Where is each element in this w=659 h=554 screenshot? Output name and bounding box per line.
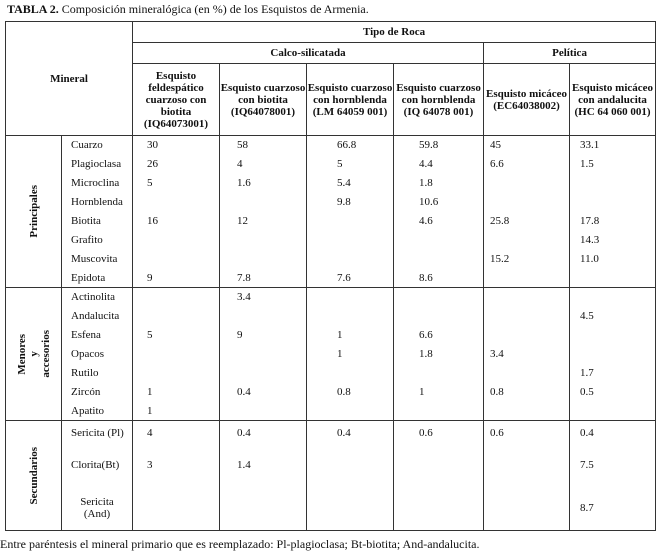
value-cell <box>307 231 394 250</box>
value-cell <box>133 193 220 212</box>
value-cell: 1 <box>307 345 394 364</box>
value-cell: 0.4 <box>220 383 307 402</box>
mineral-name-cell: Rutilo <box>62 364 133 383</box>
value-cell: 16 <box>133 212 220 231</box>
value-cell: 10.6 <box>394 193 484 212</box>
value-cell <box>570 345 656 364</box>
value-cell: 9 <box>133 269 220 288</box>
value-cell: 59.8 <box>394 136 484 155</box>
value-cell <box>570 174 656 193</box>
mineral-name-cell: Andalucita <box>62 307 133 326</box>
value-cell: 1 <box>133 383 220 402</box>
table-row <box>6 364 656 383</box>
value-cell: 5 <box>133 326 220 345</box>
value-cell <box>220 345 307 364</box>
value-cell: 1.8 <box>394 345 484 364</box>
value-cell: 4.5 <box>570 307 656 326</box>
value-cell <box>394 445 484 486</box>
table-row <box>6 421 656 445</box>
table-row <box>6 136 656 155</box>
value-cell: 0.8 <box>484 383 570 402</box>
value-cell: 7.5 <box>570 445 656 486</box>
value-cell <box>307 250 394 269</box>
value-cell <box>484 486 570 531</box>
value-cell <box>307 288 394 307</box>
value-cell: 26 <box>133 155 220 174</box>
value-cell <box>307 212 394 231</box>
value-cell <box>484 307 570 326</box>
value-cell: 3.4 <box>484 345 570 364</box>
value-cell <box>220 193 307 212</box>
sample-header: Esquisto cuarzoso con hornblenda (IQ 64078 001) <box>394 64 484 136</box>
value-cell: 8.7 <box>570 486 656 531</box>
caption-label: TABLA 2. <box>7 2 59 16</box>
value-cell <box>307 486 394 531</box>
header-tipo-de-roca: Tipo de Roca <box>133 22 656 43</box>
value-cell: 11.0 <box>570 250 656 269</box>
value-cell <box>133 486 220 531</box>
value-cell: 6.6 <box>484 155 570 174</box>
mineral-name-cell: Muscovita <box>62 250 133 269</box>
value-cell: 45 <box>484 136 570 155</box>
value-cell <box>307 402 394 421</box>
value-cell: 0.6 <box>394 421 484 445</box>
group-label: Secundarios <box>27 446 40 505</box>
value-cell: 25.8 <box>484 212 570 231</box>
value-cell: 12 <box>220 212 307 231</box>
table-row <box>6 383 656 402</box>
value-cell <box>133 231 220 250</box>
value-cell: 5 <box>307 155 394 174</box>
table-row <box>6 445 656 486</box>
table-row <box>6 345 656 364</box>
value-cell: 0.8 <box>307 383 394 402</box>
value-cell: 6.6 <box>394 326 484 345</box>
value-cell <box>484 269 570 288</box>
value-cell: 9.8 <box>307 193 394 212</box>
value-cell <box>220 364 307 383</box>
value-cell <box>133 250 220 269</box>
table-row <box>6 155 656 174</box>
mineral-name-cell: Epidota <box>62 269 133 288</box>
value-cell: 0.5 <box>570 383 656 402</box>
value-cell <box>133 364 220 383</box>
value-cell: 0.4 <box>307 421 394 445</box>
value-cell <box>394 288 484 307</box>
table-row <box>6 326 656 345</box>
value-cell: 1 <box>133 402 220 421</box>
value-cell: 1.5 <box>570 155 656 174</box>
value-cell <box>394 486 484 531</box>
table-row <box>6 402 656 421</box>
value-cell: 33.1 <box>570 136 656 155</box>
mineral-name-cell: Microclina <box>62 174 133 193</box>
table-row <box>6 288 656 307</box>
table-row <box>6 307 656 326</box>
value-cell <box>307 445 394 486</box>
value-cell <box>570 326 656 345</box>
value-cell: 3 <box>133 445 220 486</box>
table-row <box>6 174 656 193</box>
table-footnote: Entre paréntesis el mineral primario que es reemplazado: Pl-plagioclasa; Bt-biotita; And-andalucita. <box>0 537 480 551</box>
mineral-name-cell: Sericita (Pl) <box>62 421 133 445</box>
table-body <box>6 136 656 531</box>
mineral-name-cell: Opacos <box>62 345 133 364</box>
value-cell <box>484 288 570 307</box>
value-cell: 30 <box>133 136 220 155</box>
table-row <box>6 486 656 531</box>
value-cell: 5.4 <box>307 174 394 193</box>
value-cell <box>133 345 220 364</box>
value-cell <box>220 307 307 326</box>
caption-text: Composición mineralógica (en %) de los Esquistos de Armenia. <box>58 2 369 16</box>
value-cell: 1.6 <box>220 174 307 193</box>
mineral-name-cell: Hornblenda <box>62 193 133 212</box>
mineral-name-cell: Clorita(Bt) <box>62 445 133 486</box>
value-cell <box>307 307 394 326</box>
value-cell <box>484 174 570 193</box>
value-cell: 17.8 <box>570 212 656 231</box>
value-cell: 1 <box>307 326 394 345</box>
header-group-pelitica: Pelítica <box>484 43 656 64</box>
value-cell: 66.8 <box>307 136 394 155</box>
value-cell: 7.8 <box>220 269 307 288</box>
value-cell <box>394 307 484 326</box>
value-cell <box>220 250 307 269</box>
value-cell <box>484 402 570 421</box>
mineral-name-cell: Sericita (And) <box>62 486 133 531</box>
table-row <box>6 193 656 212</box>
sample-header: Esquisto feldespático cuarzoso con biotita (IQ64073001) <box>133 64 220 136</box>
mineral-name-cell: Biotita <box>62 212 133 231</box>
value-cell <box>220 231 307 250</box>
value-cell <box>484 445 570 486</box>
mineral-name-cell: Esfena <box>62 326 133 345</box>
sample-header: Esquisto cuarzoso con biotita (IQ64078001) <box>220 64 307 136</box>
value-cell <box>484 193 570 212</box>
value-cell <box>484 231 570 250</box>
value-cell <box>570 269 656 288</box>
table-row <box>6 269 656 288</box>
value-cell <box>394 231 484 250</box>
value-cell: 0.6 <box>484 421 570 445</box>
header-mineral: Mineral <box>6 22 133 136</box>
value-cell: 9 <box>220 326 307 345</box>
value-cell <box>133 307 220 326</box>
value-cell <box>570 193 656 212</box>
mineral-name-cell: Apatito <box>62 402 133 421</box>
group-label: Principales <box>27 185 40 238</box>
sample-header: Esquisto micáceo (EC64038002) <box>484 64 570 136</box>
group-label: Menores y accesorios <box>15 330 52 378</box>
value-cell <box>484 364 570 383</box>
mineral-name-cell: Plagioclasa <box>62 155 133 174</box>
group-label-cell <box>6 136 62 288</box>
value-cell <box>570 402 656 421</box>
mineral-name-cell: Grafito <box>62 231 133 250</box>
value-cell: 5 <box>133 174 220 193</box>
value-cell: 8.6 <box>394 269 484 288</box>
table-row <box>6 212 656 231</box>
value-cell <box>394 250 484 269</box>
value-cell <box>394 364 484 383</box>
table-row <box>6 250 656 269</box>
value-cell: 0.4 <box>570 421 656 445</box>
header-group-calco-silicatada: Calco-silicatada <box>133 43 484 64</box>
value-cell: 0.4 <box>220 421 307 445</box>
value-cell: 1.7 <box>570 364 656 383</box>
mineral-name-cell: Cuarzo <box>62 136 133 155</box>
value-cell <box>394 402 484 421</box>
value-cell: 15.2 <box>484 250 570 269</box>
value-cell: 4 <box>220 155 307 174</box>
value-cell: 4.6 <box>394 212 484 231</box>
group-label-cell <box>6 288 62 421</box>
value-cell: 1.8 <box>394 174 484 193</box>
value-cell <box>220 486 307 531</box>
value-cell <box>307 364 394 383</box>
value-cell: 7.6 <box>307 269 394 288</box>
mineral-name-cell: Zircón <box>62 383 133 402</box>
value-cell: 58 <box>220 136 307 155</box>
value-cell <box>133 288 220 307</box>
value-cell: 1 <box>394 383 484 402</box>
mineral-name-cell: Actinolita <box>62 288 133 307</box>
group-label-cell <box>6 421 62 531</box>
table-caption <box>7 2 369 17</box>
value-cell: 4 <box>133 421 220 445</box>
value-cell: 14.3 <box>570 231 656 250</box>
table-row <box>6 231 656 250</box>
value-cell <box>484 326 570 345</box>
value-cell <box>220 402 307 421</box>
value-cell <box>570 288 656 307</box>
sample-header: Esquisto cuarzoso con hornblenda (LM 64059 001) <box>307 64 394 136</box>
mineral-composition-table <box>5 21 656 531</box>
value-cell: 3.4 <box>220 288 307 307</box>
value-cell: 1.4 <box>220 445 307 486</box>
value-cell: 4.4 <box>394 155 484 174</box>
sample-header: Esquisto micáceo con andalucita (HC 64 060 001) <box>570 64 656 136</box>
